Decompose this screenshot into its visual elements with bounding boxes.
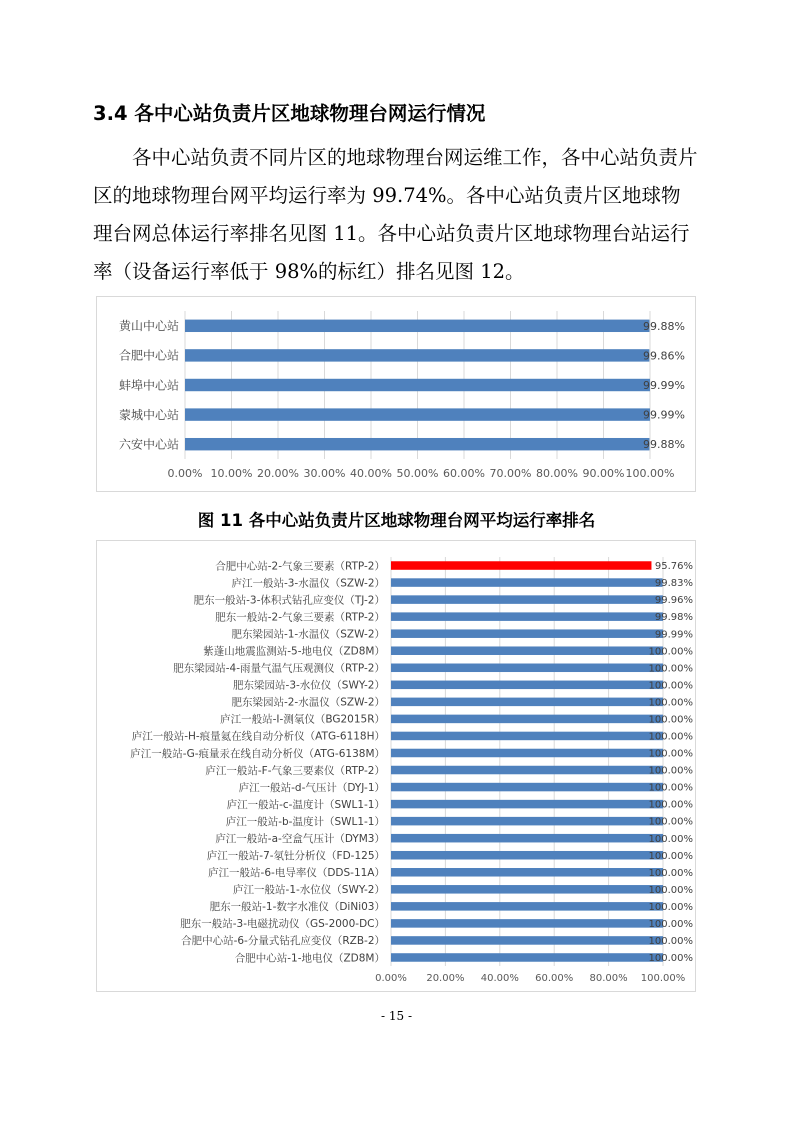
x-tick-label: 90.00% (582, 467, 625, 480)
bar (391, 595, 663, 604)
category-label: 蒙城中心站 (118, 407, 179, 422)
x-tick-label: 0.00% (375, 973, 407, 984)
category-label: 庐江一般站-c-温度计（SWL1-1） (226, 798, 385, 811)
data-label: 99.86% (643, 349, 685, 363)
bar (391, 749, 663, 758)
category-label: 庐江一般站-H-痕量氦在线自动分析仪（ATG-6118H） (131, 730, 385, 743)
section-heading: 3.4 各中心站负责片区地球物理台网运行情况 (93, 102, 486, 125)
x-tick-label: 20.00% (257, 467, 299, 480)
bar (391, 868, 663, 877)
x-tick-label: 60.00% (535, 973, 574, 984)
category-label: 六安中心站 (118, 437, 179, 452)
data-label: 99.88% (643, 438, 685, 452)
data-label: 100.00% (648, 884, 693, 896)
bar (391, 834, 663, 843)
data-label: 100.00% (648, 953, 693, 965)
bar (391, 732, 663, 741)
bar (391, 664, 663, 673)
category-label: 庐江一般站-7-氡钍分析仪（FD-125） (206, 850, 385, 863)
category-label: 肥东梁园站-2-水温仪（SZW-2） (231, 696, 385, 709)
x-tick-label: 40.00% (350, 467, 392, 480)
figure-11-chart (96, 296, 696, 492)
bar (391, 561, 651, 570)
bar (391, 715, 663, 724)
data-label: 99.83% (654, 578, 693, 590)
category-label: 庐江一般站-I-测氡仪（BG2015R） (220, 713, 385, 726)
category-label: 庐江一般站-d-气压计（DYJ-1） (238, 781, 385, 794)
data-label: 100.00% (648, 799, 693, 811)
category-label: 肥东梁园站-1-水温仪（SZW-2） (231, 628, 385, 641)
data-label: 100.00% (648, 918, 693, 930)
bar (391, 783, 663, 792)
category-label: 合肥中心站-6-分量式钻孔应变仪（RZB-2） (181, 935, 385, 948)
data-label: 100.00% (648, 697, 693, 709)
category-label: 合肥中心站-2-气象三要素（RTP-2） (215, 560, 385, 573)
x-tick-label: 100.00% (640, 973, 686, 984)
category-label: 蚌埠中心站 (118, 378, 179, 393)
data-label: 100.00% (648, 901, 693, 913)
category-label: 肥东一般站-3-体积式钻孔应变仪（TJ-2） (193, 594, 385, 607)
bar (391, 578, 663, 587)
category-label: 合肥中心站-1-地电仪（ZD8M） (234, 952, 385, 965)
x-tick-label: 0.00% (167, 467, 203, 480)
x-tick-label: 10.00% (210, 467, 253, 480)
bar (185, 349, 649, 361)
category-label: 黄山中心站 (118, 319, 179, 334)
figure-12-chart (96, 540, 696, 992)
bar (391, 902, 663, 911)
data-label: 100.00% (648, 663, 693, 675)
x-tick-label: 70.00% (489, 467, 532, 480)
bar (391, 851, 663, 860)
category-label: 紫蓬山地震监测站-5-地电仪（ZD8M） (203, 645, 385, 658)
category-label: 庐江一般站-G-痕量汞在线自动分析仪（ATG-6138M） (130, 747, 385, 760)
bar (391, 817, 663, 826)
figure-11-svg (97, 297, 697, 493)
bar (185, 320, 649, 332)
data-label: 100.00% (648, 748, 693, 760)
category-label: 合肥中心站 (118, 348, 179, 363)
bar (185, 408, 650, 420)
category-label: 庐江一般站-6-电导率仪（DDS-11A） (208, 867, 385, 880)
category-label: 庐江一般站-a-空盒气压计（DYM3） (215, 832, 385, 845)
data-label: 100.00% (648, 731, 693, 743)
category-label: 庐江一般站-b-温度计（SWL1-1） (225, 815, 385, 828)
x-tick-label: 20.00% (426, 973, 465, 984)
paragraph-text: 各中心站负责不同片区的地球物理台网运维工作，各中心站负责片区的地球物理台网平均运行率为 99.74%。各中心站负责片区地球物理台网总体运行率排名见图 11。各中心站负责片区地球物理台站运行率（设备运行率低于 98%的标红）排名见图 12。 (93, 146, 698, 283)
data-label: 99.88% (643, 319, 685, 333)
category-label: 肥东梁园站-4-雨量气温气压观测仪（RTP-2） (173, 662, 385, 675)
category-label: 庐江一般站-F-气象三要素仪（RTP-2） (205, 764, 385, 777)
page-number: - 15 - (380, 1009, 412, 1023)
figure-11-caption: 图 11 各中心站负责片区地球物理台网平均运行率排名 (197, 511, 596, 530)
x-tick-label: 100.00% (625, 467, 675, 480)
x-tick-label: 50.00% (396, 467, 439, 480)
category-label: 肥东一般站-3-电磁扰动仪（GS-2000-DC） (180, 918, 385, 931)
data-label: 100.00% (648, 816, 693, 828)
bar (391, 629, 663, 638)
data-label: 100.00% (648, 936, 693, 948)
bar (391, 646, 663, 655)
data-label: 95.76% (654, 561, 693, 573)
category-label: 庐江一般站-3-水温仪（SZW-2） (231, 577, 385, 590)
data-label: 99.96% (654, 595, 693, 607)
x-tick-label: 30.00% (303, 467, 346, 480)
x-tick-label: 80.00% (536, 467, 578, 480)
data-label: 100.00% (648, 782, 693, 794)
data-label: 99.99% (643, 408, 685, 422)
data-label: 99.99% (643, 378, 685, 392)
figure-12-svg (97, 541, 697, 993)
category-label: 肥东梁园站-3-水位仪（SWY-2） (233, 679, 385, 692)
bar (391, 800, 663, 809)
category-label: 肥东一般站-2-气象三要素（RTP-2） (215, 611, 385, 624)
data-label: 100.00% (648, 680, 693, 692)
data-label: 100.00% (648, 850, 693, 862)
category-label: 庐江一般站-1-水位仪（SWY-2） (233, 884, 385, 897)
data-label: 99.99% (654, 629, 693, 641)
bar (185, 438, 649, 450)
section-paragraph (93, 139, 699, 291)
bar (185, 379, 650, 391)
bar (391, 612, 663, 621)
x-tick-label: 60.00% (443, 467, 485, 480)
data-label: 99.98% (654, 612, 693, 624)
bar (391, 953, 663, 962)
bar (391, 885, 663, 894)
x-tick-label: 40.00% (480, 973, 519, 984)
data-label: 100.00% (648, 765, 693, 777)
bar (391, 766, 663, 775)
data-label: 100.00% (648, 833, 693, 845)
data-label: 100.00% (648, 867, 693, 879)
data-label: 100.00% (648, 714, 693, 726)
data-label: 100.00% (648, 646, 693, 658)
category-label: 肥东一般站-1-数字水准仪（DiNi03） (209, 901, 385, 914)
bar (391, 919, 663, 928)
bar (391, 936, 663, 945)
bar (391, 698, 663, 707)
bar (391, 681, 663, 690)
x-tick-label: 80.00% (589, 973, 628, 984)
